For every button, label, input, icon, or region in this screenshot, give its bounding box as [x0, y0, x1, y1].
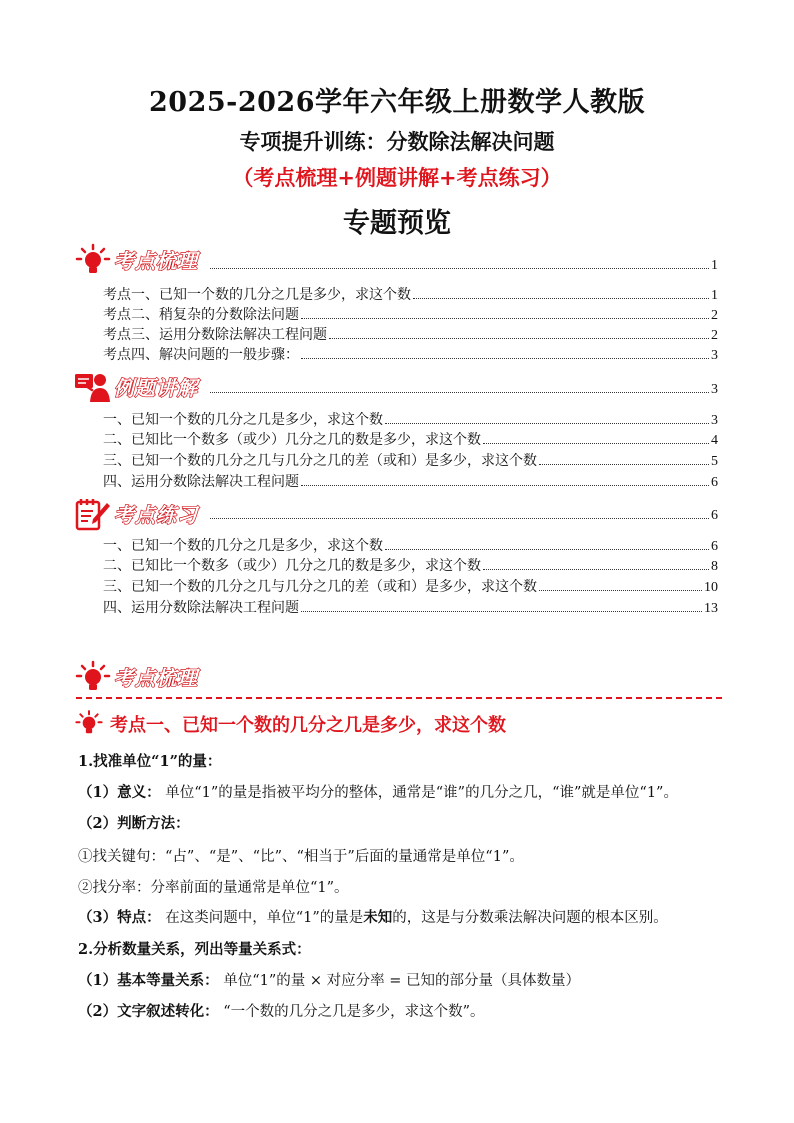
text-convert-label: （2）文字叙述转化： — [78, 1003, 219, 1020]
meaning-line — [78, 781, 678, 802]
toc-entry[interactable]: 一、已知一个数的几分之几是多少，求这个数 6 — [103, 538, 718, 554]
toc-entry[interactable]: 考点三、运用分数除法解决工程问题 2 — [103, 327, 718, 343]
toc-entry[interactable]: 三、已知一个数的几分之几与几分之几的差（或和）是多少，求这个数 10 — [103, 579, 718, 595]
document-tagline: （考点梳理+例题讲解+考点练习） — [232, 165, 562, 190]
toc-entry[interactable]: 三、已知一个数的几分之几与几分之几的差（或和）是多少，求这个数 5 — [103, 453, 718, 469]
feature-line: （3）特点： 在这类问题中，单位“1”的量是未知的，这是与分数乘法解决问题的根本区别。 — [78, 909, 668, 926]
teacher-icon — [74, 370, 112, 404]
section-2-title: 2.分析数量关系，列出等量关系式： — [78, 941, 311, 958]
toc-section-label: 考点梳理 — [114, 249, 198, 273]
section-1-title: 1.找准单位“1”的量： — [78, 753, 222, 770]
toc-entry[interactable]: 考点二、稍复杂的分数除法问题 2 — [103, 307, 718, 323]
toc-entry[interactable]: 二、已知比一个数多（或少）几分之几的数是多少，求这个数 4 — [103, 432, 718, 448]
toc-entry[interactable]: 考点一、已知一个数的几分之几是多少，求这个数 1 — [103, 287, 718, 303]
toc-section-label: 考点练习 — [114, 503, 198, 527]
basic-relation-line — [78, 969, 580, 990]
meaning-label: （1）意义： — [78, 784, 161, 801]
toc-entry[interactable]: 3 — [208, 378, 718, 398]
preview-title: 专题预览 — [343, 208, 451, 239]
document-title: 2025-2026学年六年级上册数学人教版 — [149, 87, 645, 118]
toc-entry[interactable]: 6 — [208, 504, 718, 524]
feature-emphasis: 未知 — [363, 909, 393, 926]
toc-entry[interactable]: 1 — [208, 254, 718, 274]
toc-entry[interactable]: 四、运用分数除法解决工程问题 13 — [103, 600, 718, 616]
basic-relation-text: 单位“1”的量 × 对应分率 = 已知的部分量（具体数量） — [223, 973, 580, 989]
meaning-text: 单位“1”的量是指被平均分的整体，通常是“谁”的几分之几，“谁”就是单位“1”。 — [165, 785, 678, 801]
judge-method-label: （2）判断方法： — [78, 815, 190, 832]
point-one-title: 考点一、已知一个数的几分之几是多少，求这个数 — [110, 715, 506, 736]
body-section-label: 考点梳理 — [114, 666, 198, 690]
lightbulb-icon — [74, 243, 112, 277]
judge-method-a: ①找关键句：“占”、“是”、“比”、“相当于”后面的量通常是单位“1”。 — [78, 849, 524, 865]
toc-entry[interactable]: 一、已知一个数的几分之几是多少，求这个数 3 — [103, 412, 718, 428]
basic-relation-label: （1）基本等量关系： — [78, 972, 219, 989]
text-convert-line — [78, 1000, 485, 1021]
feature-label: （3）特点： — [78, 909, 161, 926]
judge-method-b: ②找分率：分率前面的量通常是单位“1”。 — [78, 880, 349, 896]
toc-section-label: 例题讲解 — [114, 376, 198, 400]
toc-entry[interactable]: 二、已知比一个数多（或少）几分之几的数是多少，求这个数 8 — [103, 558, 718, 574]
lightbulb-icon — [74, 660, 112, 694]
document-subtitle: 专项提升训练：分数除法解决问题 — [239, 129, 555, 154]
lightbulb-icon — [74, 708, 104, 738]
text-convert-text: “一个数的几分之几是多少，求这个数”。 — [223, 1004, 485, 1020]
toc-entry[interactable]: 四、运用分数除法解决工程问题 6 — [103, 474, 718, 490]
toc-entry[interactable]: 考点四、解决问题的一般步骤： 3 — [103, 347, 718, 363]
dashed-divider — [76, 697, 722, 699]
notepad-pencil-icon — [74, 497, 112, 531]
